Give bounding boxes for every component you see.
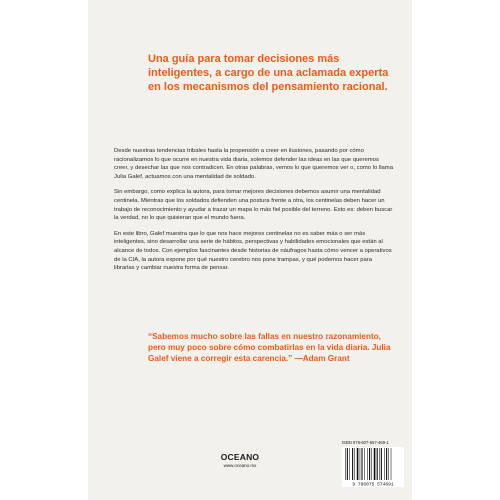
blurb-author: —Adam Grant: [294, 354, 350, 363]
back-cover: [88, 0, 412, 500]
tagline: Una guía para tomar decisiones más inteligentes, a cargo de una aclamada experta en los mecanismos del pensamiento racional.: [148, 53, 389, 93]
publisher-website: www.oceano.mx: [223, 463, 257, 468]
blurb-quote: [148, 331, 398, 364]
blurb-text: “Sabemos mucho sobre las fallas en nuestro razonamiento, pero muy poco sobre cómo combatirlas en la vida diaria. Julia Galef viene a corregir esta carencia.”: [148, 332, 391, 363]
publisher-name: OCEANO: [220, 452, 260, 462]
barcode-digits: 9 786075 574691: [352, 482, 394, 487]
synopsis-paragraph-2: Sin embargo, como explica la autora, para tomar mejores decisiones debemos asumir una mentalidad centinela. Mientras que los soldados defienden una postura frente a otra, los centinelas deben hacer un trabajo de reconocimiento y ayudar a trazar un mapa lo más fiel posible del terreno. Esto es: deben buscar la verdad, no lo que quisieran que el mundo fuera.: [114, 189, 393, 222]
synopsis-paragraph-3: En este libro, Galef muestra que lo que nos hace mejores centinelas no es saber más o ser más inteligentes, sino desarrollar una serie de hábitos, perspectivas y habilidades emocionales que están al alcance de todos. Con ejemplos fascinantes desde historias de náufragos hasta cómo vencer a operativos de la CIA, la autora expone por qué nuestro cerebro nos pone trampas, y qué podemos hacer para librarlas y cambiar nuestra forma de pensar.: [114, 230, 392, 272]
barcode: [342, 447, 404, 487]
publisher-logo: [210, 452, 270, 468]
synopsis-paragraph-1: Desde nuestras tendencias tribales hasta la propensión a creer en ilusiones, pasando por cómo racionalizamos lo que ocurre en nuestra vida diaria, solemos defender las ideas en las que queremos creer, y desechar las que nos contradicen. En otras palabras, vemos lo que queremos ver o, como lo llama Julia Galef, actuamos con una mentalidad de soldado.: [114, 148, 393, 180]
isbn-label: ISBN 978-607-557-469-1: [342, 440, 389, 445]
isbn-block: [342, 440, 404, 487]
synopsis: [114, 147, 394, 280]
